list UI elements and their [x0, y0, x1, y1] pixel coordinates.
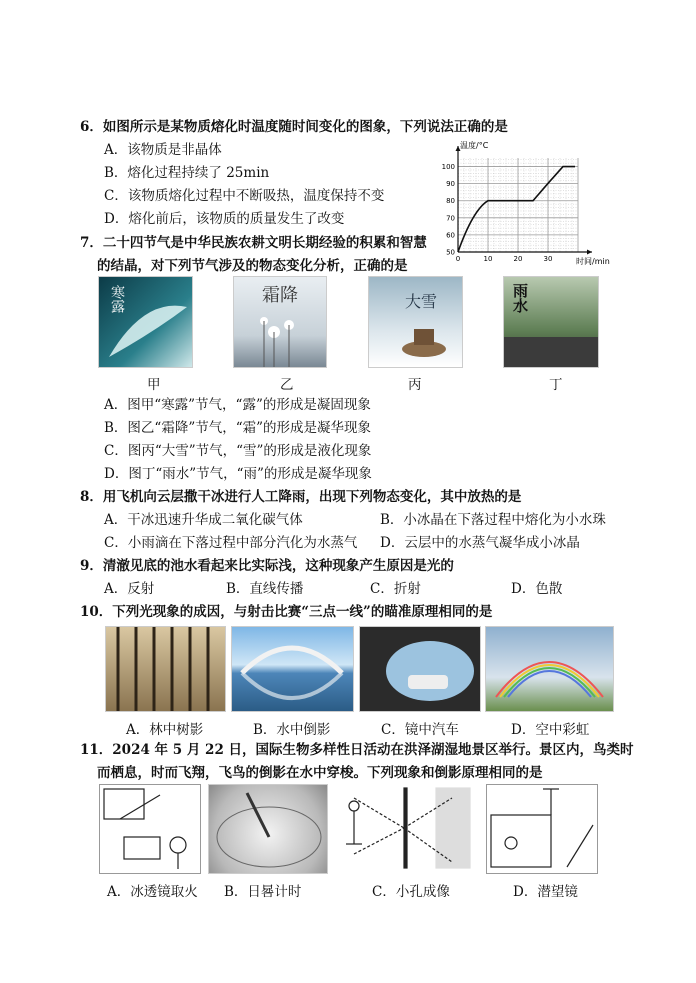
q9-stem: 9．清澈见底的池水看起来比实际浅，这种现象产生原因是光的 [80, 558, 454, 574]
y-tick-label: 100 [441, 163, 455, 172]
periscope-icon [487, 785, 597, 873]
q6-stem: 6．如图所示是某物质熔化时温度随时间变化的图象，下列说法正确的是 [80, 119, 508, 135]
q7-option-d: D．图丁“雨水”节气，“雨”的形成是凝华现象 [104, 466, 372, 482]
forest-icon [106, 627, 225, 711]
q7-image-yi [233, 276, 327, 368]
q7-option-a: A．图甲“寒露”节气，“露”的形成是凝固现象 [104, 397, 371, 413]
q10-caption-d: D．空中彩虹 [511, 722, 590, 738]
q8-option-a: A．干冰迅速升华成二氧化碳气体 [104, 512, 303, 528]
pinhole-camera-icon [336, 784, 474, 872]
q7-caption-bing: 丙 [408, 377, 422, 393]
chart-grid [458, 158, 578, 252]
q7-stem-line1: 7．二十四节气是中华民族农耕文明长期经验的积累和智慧 [80, 235, 427, 251]
q10-image-rainbow [485, 626, 614, 712]
q7-caption-ding: 丁 [549, 377, 563, 393]
q9-option-c: C．折射 [370, 581, 421, 597]
x-axis-label: 时间/min [576, 257, 610, 266]
car-mirror-icon [360, 627, 480, 711]
q11-image-pinhole [336, 784, 474, 872]
q7-stem-line2: 的结晶，对下列节气涉及的物态变化分析，正确的是 [97, 258, 408, 274]
q6-option-b: B．熔化过程持续了 25min [104, 165, 270, 181]
q6-option-c: C．该物质熔化过程中不断吸热，温度保持不变 [104, 188, 385, 204]
q11-stem-line2: 而栖息，时而飞翔，飞鸟的倒影在水中穿梭。下列现象和倒影原理相同的是 [97, 765, 543, 781]
rainbow-icon [486, 627, 613, 711]
q7-caption-jia: 甲 [147, 377, 161, 393]
q10-caption-b: B．水中倒影 [253, 722, 331, 738]
q7-image-bing [368, 276, 463, 368]
q10-image-mirror [359, 626, 481, 712]
q7-option-c: C．图丙“大雪”节气，“雪”的形成是液化现象 [104, 443, 372, 459]
q7-image-bing-text: 大雪 [405, 292, 438, 311]
q10-image-trees [105, 626, 226, 712]
q7-caption-yi: 乙 [280, 377, 294, 393]
q8-stem: 8．用飞机向云层撒干冰进行人工降雨，出现下列物态变化，其中放热的是 [80, 489, 522, 505]
x-axis-arrow [587, 250, 592, 255]
x-tick-label: 30 [543, 255, 553, 263]
chart-series-line [458, 167, 575, 252]
y-tick-label: 90 [446, 180, 455, 189]
y-tick-label: 50 [446, 248, 455, 257]
y-tick-label: 60 [446, 231, 455, 240]
q6-option-d: D．熔化前后，该物质的质量发生了改变 [104, 211, 345, 227]
q9-option-d: D．色散 [511, 581, 563, 597]
melting-temperature-chart [430, 138, 620, 268]
q11-caption-b: B．日晷计时 [224, 884, 302, 900]
arch-bridge-icon [232, 627, 353, 711]
q7-image-jia [98, 276, 193, 368]
q9-option-b: B．直线传播 [226, 581, 304, 597]
y-tick-label: 80 [446, 197, 455, 206]
ice-lens-fire-icon [100, 785, 200, 873]
q7-image-ding-text: 雨水 [511, 283, 529, 313]
q10-stem: 10．下列光现象的成因，与射击比赛“三点一线”的瞄准原理相同的是 [80, 604, 493, 620]
q11-image-periscope [486, 784, 598, 874]
y-axis-label: 温度/°C [460, 141, 489, 150]
q7-image-ding [503, 276, 599, 368]
q10-caption-c: C．镜中汽车 [381, 722, 459, 738]
q11-image-sundial [208, 784, 328, 874]
q11-caption-d: D．潜望镜 [513, 884, 578, 900]
q11-stem-line1: 11．2024 年 5 月 22 日，国际生物多样性日活动在洪泽湖湿地景区举行。景区内，鸟类时 [80, 742, 634, 758]
q10-image-bridge [231, 626, 354, 712]
q11-caption-c: C．小孔成像 [372, 884, 450, 900]
q8-option-c: C．小雨滴在下落过程中部分汽化为水蒸气 [104, 535, 358, 551]
x-tick-label: 0 [455, 255, 461, 263]
q7-option-b: B．图乙“霜降”节气，“霜”的形成是凝华现象 [104, 420, 372, 436]
q9-option-a: A．反射 [104, 581, 155, 597]
x-tick-label: 10 [483, 255, 493, 263]
y-tick-label: 70 [446, 214, 455, 223]
x-tick-label: 20 [513, 255, 523, 263]
sundial-icon [209, 785, 327, 873]
q11-image-ice-lens [99, 784, 201, 874]
q8-option-b: B．小冰晶在下落过程中熔化为小水珠 [380, 512, 606, 528]
q7-image-jia-text: 寒露 [109, 285, 125, 313]
q7-image-yi-text: 霜降 [262, 285, 298, 306]
q8-option-d: D．云层中的水蒸气凝华成小冰晶 [380, 535, 580, 551]
q10-caption-a: A．林中树影 [126, 722, 204, 738]
q6-option-a: A．该物质是非晶体 [104, 142, 222, 158]
q11-caption-a: A．冰透镜取火 [107, 884, 198, 900]
